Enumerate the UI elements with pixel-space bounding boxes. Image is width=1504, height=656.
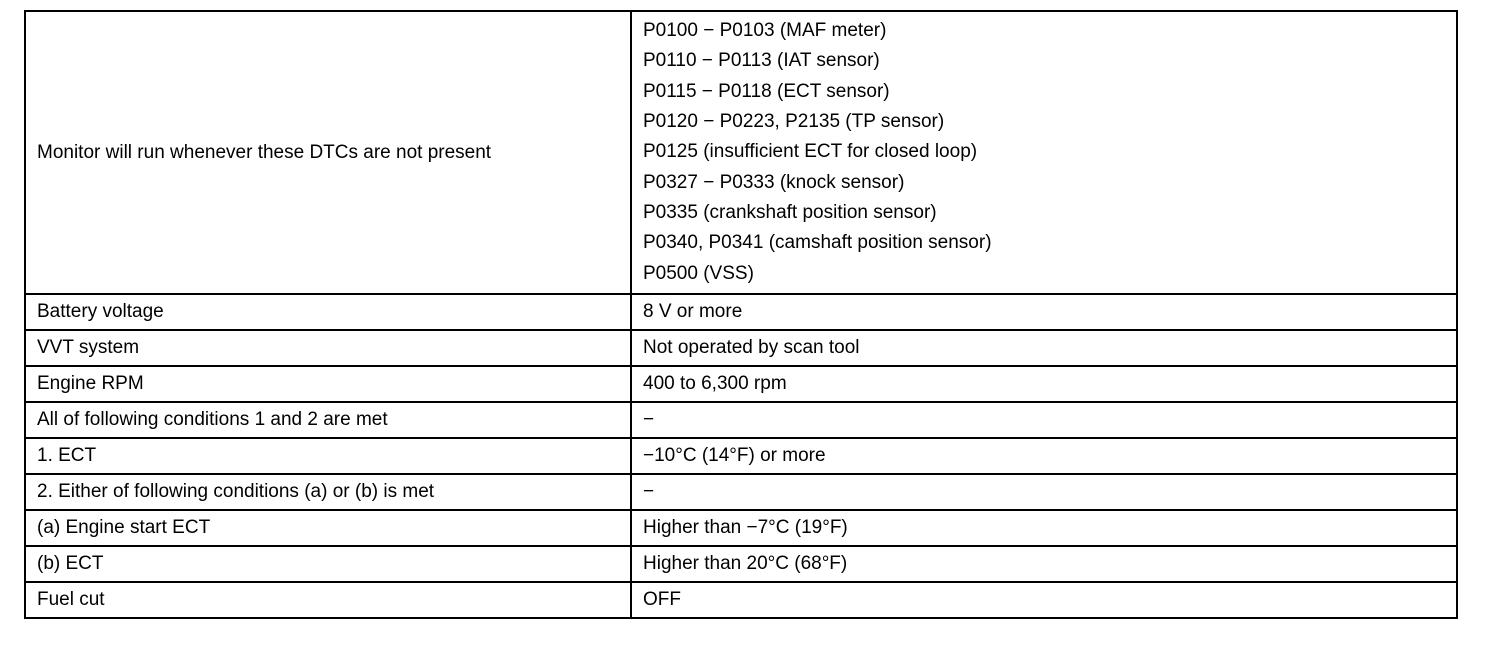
condition-cell (25, 330, 631, 366)
value-cell (631, 294, 1457, 330)
value-cell (631, 438, 1457, 474)
table-row (25, 294, 1457, 330)
value-text: 400 to 6,300 rpm (643, 373, 787, 394)
table-row (25, 510, 1457, 546)
table-row (25, 366, 1457, 402)
dtc-vss: P0500 (VSS) (643, 262, 754, 284)
condition-cell (25, 438, 631, 474)
table-row (25, 582, 1457, 618)
condition-text: Monitor will run whenever these DTCs are not present (37, 141, 492, 163)
condition-text: VVT system (37, 337, 140, 358)
condition-text: Battery voltage (37, 301, 164, 322)
table-row (25, 402, 1457, 438)
value-text: − (643, 481, 655, 502)
condition-text: Engine RPM (37, 373, 144, 394)
dtc-maf-meter: P0100 − P0103 (MAF meter) (643, 19, 887, 41)
value-cell (631, 474, 1457, 510)
dtc-camshaft-sensor: P0340, P0341 (camshaft position sensor) (643, 232, 992, 254)
value-cell (631, 546, 1457, 582)
value-text: Higher than 20°C (68°F) (643, 553, 848, 574)
value-cell (631, 510, 1457, 546)
condition-cell (25, 402, 631, 438)
table-row (25, 438, 1457, 474)
condition-cell (25, 582, 631, 618)
dtc-tp-sensor: P0120 − P0223, P2135 (TP sensor) (643, 110, 945, 132)
dtc-insufficient-ect: P0125 (insufficient ECT for closed loop) (643, 141, 978, 163)
value-cell (631, 582, 1457, 618)
value-text: −10°C (14°F) or more (643, 445, 826, 466)
value-text: OFF (643, 589, 681, 610)
monitor-conditions-table (24, 10, 1458, 619)
table-row (25, 11, 1457, 294)
value-cell (631, 330, 1457, 366)
condition-text: Fuel cut (37, 589, 105, 610)
condition-cell (25, 366, 631, 402)
dtc-crankshaft-sensor: P0335 (crankshaft position sensor) (643, 202, 937, 224)
dtc-list-cell (631, 11, 1457, 294)
value-text: Not operated by scan tool (643, 337, 860, 358)
condition-text: 1. ECT (37, 445, 97, 466)
table-row (25, 330, 1457, 366)
value-cell (631, 402, 1457, 438)
condition-text: 2. Either of following conditions (a) or (b) is met (37, 481, 435, 502)
dtc-ect-sensor: P0115 − P0118 (ECT sensor) (643, 80, 890, 102)
condition-text: (a) Engine start ECT (37, 517, 211, 538)
condition-cell (25, 474, 631, 510)
condition-cell (25, 294, 631, 330)
value-text: − (643, 409, 655, 430)
condition-cell (25, 510, 631, 546)
value-text: 8 V or more (643, 301, 743, 322)
table-row (25, 546, 1457, 582)
condition-cell (25, 546, 631, 582)
condition-text: All of following conditions 1 and 2 are met (37, 409, 388, 430)
table-row (25, 474, 1457, 510)
condition-cell (25, 11, 631, 294)
condition-text: (b) ECT (37, 553, 104, 574)
value-text: Higher than −7°C (19°F) (643, 517, 848, 538)
value-cell (631, 366, 1457, 402)
dtc-iat-sensor: P0110 − P0113 (IAT sensor) (643, 50, 880, 72)
dtc-knock-sensor: P0327 − P0333 (knock sensor) (643, 171, 905, 193)
